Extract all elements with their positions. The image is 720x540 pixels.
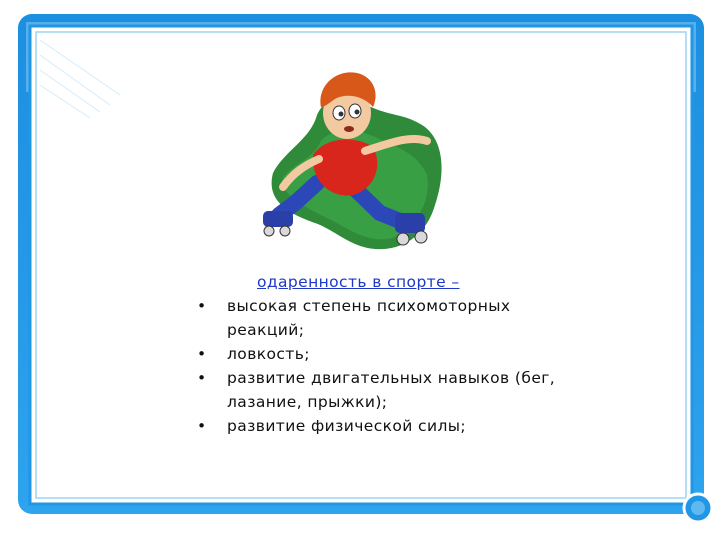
- bullet-icon: •: [197, 345, 207, 363]
- bullet-icon: •: [197, 297, 207, 315]
- running-boy-illustration: [255, 55, 450, 255]
- list-item: [185, 366, 585, 414]
- corner-circle-icon: [684, 494, 712, 522]
- list-item-text: ловкость;: [227, 345, 310, 363]
- list-item-text: развитие физической силы;: [227, 417, 467, 435]
- bullet-icon: •: [197, 417, 207, 435]
- list-item: [185, 294, 585, 342]
- slide-heading: одаренность в спорте –: [257, 273, 460, 291]
- list-item-text: высокая степень психомоторных реакций;: [227, 297, 511, 339]
- bullet-icon: •: [197, 369, 207, 387]
- list-item-text: развитие двигательных навыков (бег, лазание, прыжки);: [227, 369, 556, 411]
- list-item: [185, 342, 585, 366]
- slide-text: [185, 270, 585, 438]
- list-item: [185, 414, 585, 438]
- bullet-list: [185, 294, 585, 438]
